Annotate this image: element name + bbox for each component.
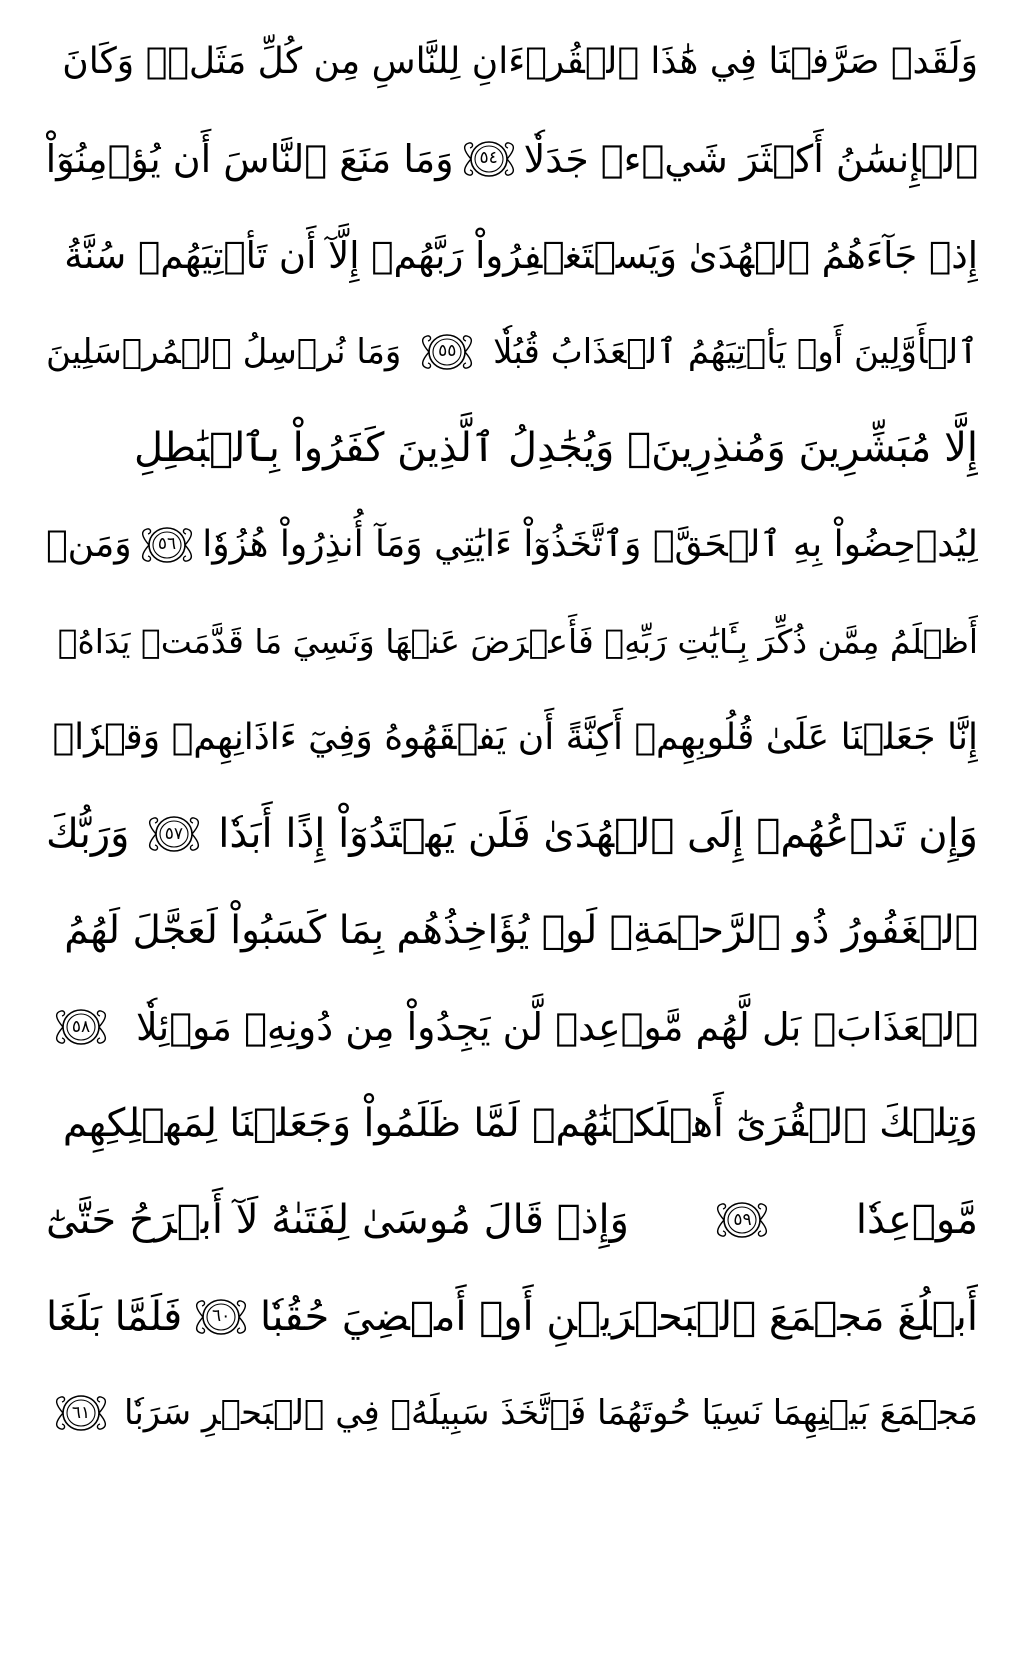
verse-text: ٱلۡأَوَّلِينَ أَوۡ يَأۡتِيَهُمُ ٱلۡعَذَابُ قُبُلٗا (493, 331, 978, 372)
ayah-number: ٥٥ (438, 341, 457, 362)
text-line (46, 497, 978, 594)
text-line (46, 14, 978, 111)
verse-text: وَمَا نُرۡسِلُ ٱلۡمُرۡسَلِينَ (46, 331, 402, 372)
ayah-number: ٦١ (71, 1402, 91, 1423)
verse-text: مَجۡمَعَ بَيۡنِهِمَا نَسِيَا حُوتَهُمَا فَٱتَّخَذَ سَبِيلَهُۥ فِي ٱلۡبَحۡرِ سَرَبٗا (123, 1393, 978, 1434)
verse-text: وَتِلۡكَ ٱلۡقُرَىٰٓ أَهۡلَكۡنَٰهُمۡ لَمَّا ظَلَمُواْ وَجَعَلۡنَا لِمَهۡلِكِهِم (62, 1101, 978, 1147)
verse-text: وَإِن تَدۡعُهُمۡ إِلَى ٱلۡهُدَىٰ فَلَن يَهۡتَدُوٓاْ إِذًا أَبَدٗا (218, 811, 978, 858)
verse-text: ٱلۡغَفُورُ ذُو ٱلرَّحۡمَةِۖ لَوۡ يُؤَاخِذُهُم بِمَا كَسَبُواْ لَعَجَّلَ لَهُمُ (64, 908, 978, 954)
text-line (46, 207, 978, 304)
verse-text: فَلَمَّا بَلَغَا (46, 1293, 183, 1340)
text-line (46, 400, 978, 497)
ayah-number-marker (52, 1391, 110, 1435)
text-line (46, 690, 978, 787)
text-line (46, 1269, 978, 1366)
text-line (46, 111, 978, 208)
verse-text: وَرَبُّكَ (46, 811, 130, 858)
ayah-number-marker (145, 812, 203, 856)
text-line (46, 304, 978, 401)
text-line (46, 1365, 978, 1462)
text-line (46, 1076, 978, 1173)
ayah-number: ٥٩ (733, 1209, 752, 1230)
ayah-number-marker (192, 1295, 250, 1339)
text-line (46, 883, 978, 980)
ayah-number: ٥٦ (157, 534, 177, 555)
verse-text: ٱلۡعَذَابَۚ بَل لَّهُم مَّوۡعِدٞ لَّن يَجِدُواْ مِن دُونِهِۦ مَوۡئِلٗا (136, 1005, 978, 1050)
text-line (46, 786, 978, 883)
ayah-number-marker (52, 1005, 110, 1049)
verse-text: أَبۡلُغَ مَجۡمَعَ ٱلۡبَحۡرَيۡنِ أَوۡ أَمۡضِيَ حُقُبٗا (260, 1293, 978, 1340)
verse-text: وَلَقَدۡ صَرَّفۡنَا فِي هَٰذَا ٱلۡقُرۡءَانِ لِلنَّاسِ مِن كُلِّ مَثَلٖۚ وَكَانَ (62, 41, 978, 83)
ayah-number-marker (138, 523, 196, 567)
text-line (46, 1172, 978, 1269)
verse-text: مَّوۡعِدٗا (855, 1197, 978, 1244)
verse-text: ٱلۡإِنسَٰنُ أَكۡثَرَ شَيۡءٖ جَدَلٗا (523, 136, 978, 181)
verse-text: إِنَّا جَعَلۡنَا عَلَىٰ قُلُوبِهِمۡ أَكِنَّةً أَن يَفۡقَهُوهُ وَفِيٓ ءَاذَانِهِمۡ وَقۡرٗاۖ (52, 716, 978, 758)
ayah-number: ٥٧ (164, 823, 184, 844)
verse-text: إِلَّا مُبَشِّرِينَ وَمُنذِرِينَۚ وَيُجَٰدِلُ ٱلَّذِينَ كَفَرُواْ بِٱلۡبَٰطِلِ (133, 425, 978, 472)
verse-text: وَمَنۡ (46, 523, 132, 565)
verse-text: وَإِذۡ قَالَ مُوسَىٰ لِفَتَىٰهُ لَآ أَبۡرَحُ حَتَّىٰٓ (46, 1197, 629, 1244)
text-line (46, 593, 978, 690)
ayah-number-marker (713, 1198, 771, 1242)
ayah-number: ٥٨ (71, 1016, 91, 1037)
verse-text: إِذۡ جَآءَهُمُ ٱلۡهُدَىٰ وَيَسۡتَغۡفِرُواْ رَبَّهُمۡ إِلَّآ أَن تَأۡتِيَهُمۡ سُنَّةُ (64, 233, 978, 277)
verse-text: وَمَا مَنَعَ ٱلنَّاسَ أَن يُؤۡمِنُوٓاْ (46, 136, 454, 181)
ayah-number-marker (460, 137, 518, 181)
verse-text: لِيُدۡحِضُواْ بِهِ ٱلۡحَقَّۖ وَٱتَّخَذُوٓاْ ءَايَٰتِي وَمَآ أُنذِرُواْ هُزُوٗا (202, 523, 978, 565)
text-line (46, 979, 978, 1076)
ayah-number: ٦٠ (212, 1306, 231, 1327)
verse-text: أَظۡلَمُ مِمَّن ذُكِّرَ بِـَٔايَٰتِ رَبِّهِۦ فَأَعۡرَضَ عَنۡهَا وَنَسِيَ مَا قَدَّمَتۡ يَدَاهُۚ (57, 621, 978, 661)
ayah-number-marker (418, 330, 476, 374)
ayah-number: ٥٤ (479, 148, 498, 169)
